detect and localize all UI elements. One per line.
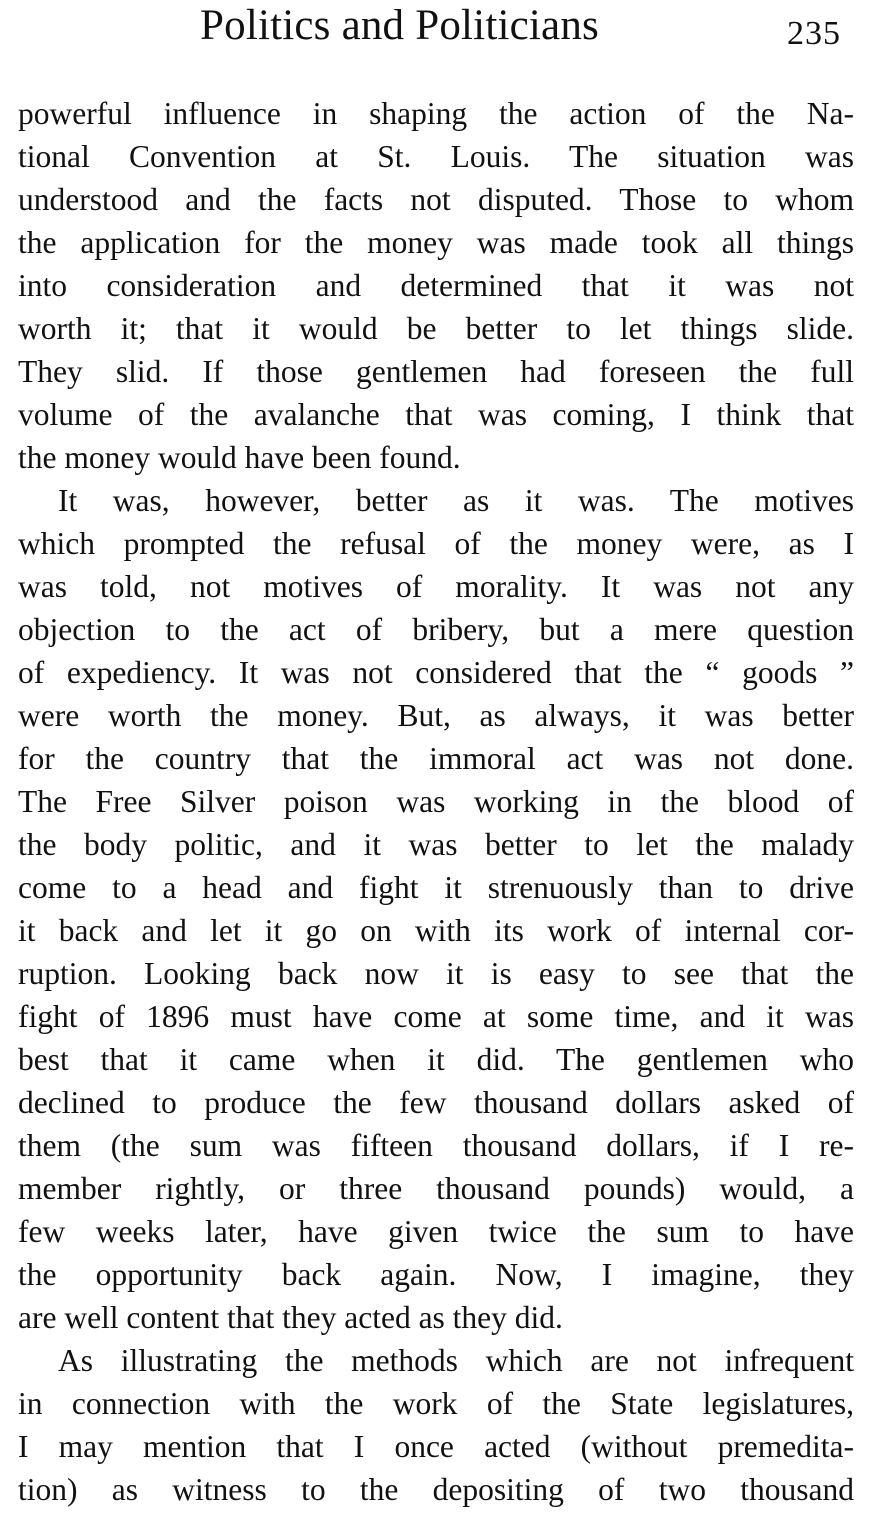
text-line: volume of the avalanche that was coming, I think that [18,397,854,432]
text-line: were worth the money. But, as always, it was better [18,698,854,733]
text-line: powerful influence in shaping the action of the Na- [18,96,854,131]
text-line: in connection with the work of the State legislatures, [18,1386,854,1421]
text-line: member rightly, or three thousand pounds) would, a [18,1171,854,1206]
text-line: into consideration and determined that it was not [18,268,854,303]
text-line: the opportunity back again. Now, I imagine, they [18,1257,854,1292]
body-text [18,92,854,1511]
paragraph-first-line: It was, however, better as it was. The motives [58,483,854,518]
text-line: The Free Silver poison was working in the blood of [18,784,854,819]
page-number: 235 [787,15,841,52]
text-line: worth it; that it would be better to let things slide. [18,311,854,346]
text-line: tion) as witness to the depositing of two thousand [18,1472,854,1507]
paragraph-end-line: the money would have been found. [18,440,461,475]
text-line: objection to the act of bribery, but a mere question [18,612,854,647]
text-line: it back and let it go on with its work of internal cor- [18,913,854,948]
text-line: tional Convention at St. Louis. The situation was [18,139,854,174]
text-line: ruption. Looking back now it is easy to see that the [18,956,854,991]
running-head-title: Politics and Politicians [200,2,599,49]
paragraph-first-line: As illustrating the methods which are not infrequent [58,1343,854,1378]
text-line: declined to produce the few thousand dollars asked of [18,1085,854,1120]
text-line: They slid. If those gentlemen had foreseen the full [18,354,854,389]
paragraph-end-line: are well content that they acted as they did. [18,1300,563,1335]
text-line: best that it came when it did. The gentlemen who [18,1042,854,1077]
text-line: the body politic, and it was better to let the malady [18,827,854,862]
text-line: the application for the money was made took all things [18,225,854,260]
text-line: which prompted the refusal of the money were, as I [18,526,854,561]
text-line: few weeks later, have given twice the sum to have [18,1214,854,1249]
page-header [0,0,887,60]
text-line: understood and the facts not disputed. Those to whom [18,182,854,217]
text-line: I may mention that I once acted (without premedita- [18,1429,854,1464]
text-line: was told, not motives of morality. It was not any [18,569,854,604]
text-line: of expediency. It was not considered that the “ goods ” [18,655,854,690]
text-line: come to a head and fight it strenuously than to drive [18,870,854,905]
text-line: for the country that the immoral act was not done. [18,741,854,776]
text-line: them (the sum was fifteen thousand dollars, if I re- [18,1128,854,1163]
text-line: fight of 1896 must have come at some time, and it was [18,999,854,1034]
